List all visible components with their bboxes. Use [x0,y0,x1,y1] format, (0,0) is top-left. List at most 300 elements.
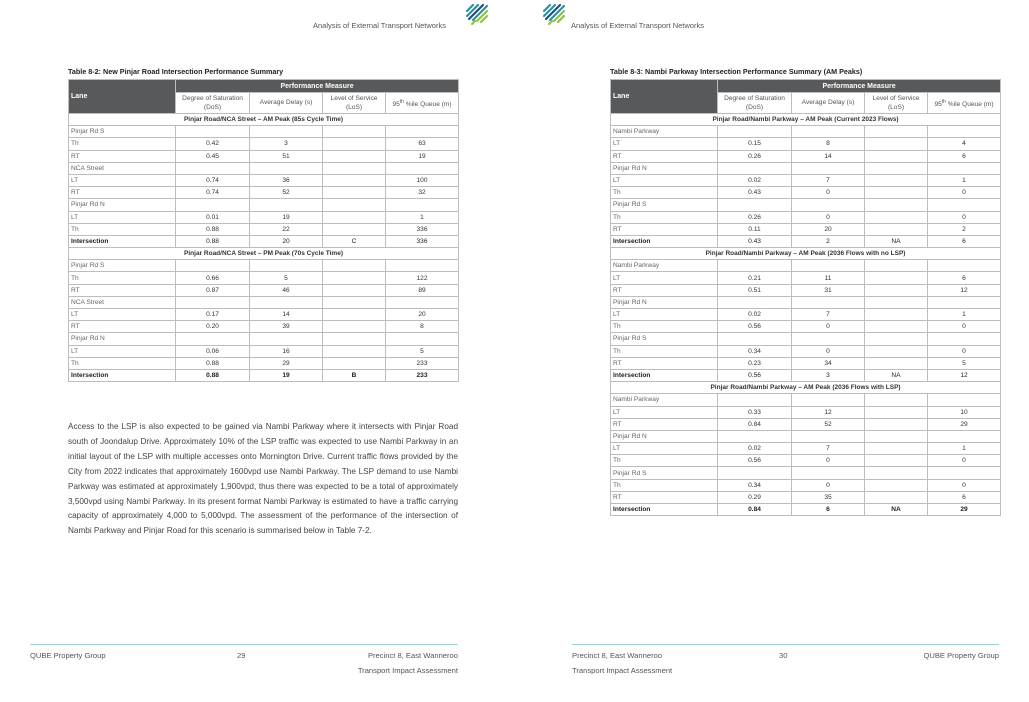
dos-cell [718,333,792,345]
lane-cell: Th [69,138,176,150]
diagonal-stripes-logo-icon [541,2,567,26]
queue-cell: 10 [928,406,1001,418]
los-cell [865,406,928,418]
los-cell [323,260,386,272]
left-page [0,0,514,702]
lane-cell: NCA Street [69,296,176,308]
dos-cell [176,162,250,174]
los-cell [323,187,386,199]
los-column-header: Level of Service (LoS) [323,93,386,114]
lane-cell: Pinjar Rd N [69,199,176,211]
table-row [69,272,459,284]
lane-cell: Pinjar Rd N [611,296,718,308]
los-cell [865,309,928,321]
footer-rule [572,644,999,645]
footer-project: Precinct 8, East Wanneroo [367,651,458,660]
section-title: Pinjar Road/NCA Street – AM Peak (85s Cycle Time) [69,114,459,126]
table-row [611,199,1001,211]
footer-company: QUBE Property Group [30,651,106,660]
queue-cell: 29 [928,504,1001,516]
los-cell [323,345,386,357]
dos-cell [718,430,792,442]
dos-cell [176,126,250,138]
lane-cell: LT [69,309,176,321]
lane-cell: RT [611,223,718,235]
footer-document: Transport Impact Assessment [572,666,673,675]
delay-cell: 52 [250,187,323,199]
dos-cell: 0.84 [718,418,792,430]
table-row [611,162,1001,174]
los-cell [323,211,386,223]
lane-cell: Th [69,223,176,235]
delay-cell [792,126,865,138]
lane-cell: Pinjar Rd S [69,260,176,272]
lane-cell: Th [611,187,718,199]
table-row [611,235,1001,247]
dos-cell: 0.34 [718,345,792,357]
dos-column-header: Degree of Saturation (DoS) [176,93,250,114]
lane-cell: LT [611,443,718,455]
los-cell [865,174,928,186]
dos-cell: 0.20 [176,321,250,333]
queue-cell: 29 [928,418,1001,430]
los-cell [865,394,928,406]
delay-cell: 7 [792,443,865,455]
table-section-row [69,248,459,260]
lane-cell: RT [611,150,718,162]
queue-cell [386,296,459,308]
section-title: Pinjar Road/Nambi Parkway – AM Peak (2036 Flows with no LSP) [611,248,1001,260]
los-cell [865,321,928,333]
los-cell [865,162,928,174]
table-row [611,467,1001,479]
los-cell: C [323,235,386,247]
footer-project: Precinct 8, East Wanneroo [572,651,663,660]
table-section-row [611,248,1001,260]
delay-cell: 29 [250,357,323,369]
delay-cell [250,199,323,211]
queue-cell: 32 [386,187,459,199]
los-cell: B [323,369,386,381]
delay-cell [792,199,865,211]
table-row [611,272,1001,284]
dos-cell: 0.56 [718,321,792,333]
lane-cell: RT [69,284,176,296]
queue-cell: 2 [928,223,1001,235]
table-section-row [611,114,1001,126]
queue-column-header: 95th %ile Queue (m) [386,93,459,114]
table-section-row [69,114,459,126]
left-header-title: Analysis of External Transport Networks [313,21,446,30]
lane-cell: RT [69,321,176,333]
table-row [611,321,1001,333]
queue-cell: 12 [928,369,1001,381]
table-row [611,211,1001,223]
los-cell [323,333,386,345]
lane-cell: RT [69,150,176,162]
lane-cell: RT [69,187,176,199]
dos-cell: 0.45 [176,150,250,162]
lane-cell: Pinjar Rd N [69,333,176,345]
dos-cell: 0.34 [718,479,792,491]
table-row [611,126,1001,138]
lane-column-header: Lane [611,80,718,114]
queue-cell: 20 [386,309,459,321]
los-cell [323,321,386,333]
table-row [611,150,1001,162]
lane-cell: Nambi Parkway [611,394,718,406]
dos-cell: 0.02 [718,443,792,455]
dos-cell: 0.56 [718,369,792,381]
table-row [611,333,1001,345]
lane-cell: Intersection [611,504,718,516]
dos-cell: 0.84 [718,504,792,516]
queue-cell: 0 [928,187,1001,199]
queue-cell: 233 [386,369,459,381]
lane-cell: Intersection [611,369,718,381]
table-row [69,235,459,247]
delay-cell: 31 [792,284,865,296]
lane-cell: Pinjar Rd S [611,199,718,211]
delay-cell [792,260,865,272]
table-row [69,150,459,162]
los-cell: NA [865,235,928,247]
dos-cell [718,296,792,308]
queue-cell: 1 [928,309,1001,321]
table-row [611,138,1001,150]
dos-cell: 0.42 [176,138,250,150]
queue-column-header: 95th %ile Queue (m) [928,93,1001,114]
lane-cell: Intersection [69,369,176,381]
queue-cell [928,430,1001,442]
los-cell [865,138,928,150]
los-cell: NA [865,504,928,516]
lane-cell: Intersection [611,235,718,247]
los-cell [323,150,386,162]
table-row [69,296,459,308]
los-cell [865,260,928,272]
table-row [611,430,1001,442]
table-row [69,345,459,357]
queue-cell: 19 [386,150,459,162]
table-row [69,199,459,211]
los-cell [323,357,386,369]
queue-cell: 0 [928,321,1001,333]
delay-cell: 39 [250,321,323,333]
los-cell [323,272,386,284]
los-cell [323,138,386,150]
dos-cell: 0.23 [718,357,792,369]
lane-cell: RT [611,357,718,369]
los-cell [865,284,928,296]
los-cell [323,309,386,321]
table-row [69,309,459,321]
dos-cell [718,162,792,174]
dos-cell [176,333,250,345]
dos-cell [718,467,792,479]
delay-cell: 19 [250,369,323,381]
table-row [611,296,1001,308]
delay-cell: 51 [250,150,323,162]
queue-cell: 5 [928,357,1001,369]
queue-cell [928,333,1001,345]
delay-cell: 14 [250,309,323,321]
table-body [69,114,459,382]
delay-cell [792,162,865,174]
page-number: 29 [237,651,246,660]
delay-cell: 34 [792,357,865,369]
queue-cell: 336 [386,235,459,247]
lane-cell: Pinjar Rd S [69,126,176,138]
delay-cell: 16 [250,345,323,357]
los-cell [865,272,928,284]
delay-column-header: Average Delay (s) [250,93,323,114]
delay-cell: 3 [792,369,865,381]
delay-cell: 14 [792,150,865,162]
dos-cell: 0.74 [176,174,250,186]
table-row [611,418,1001,430]
lane-cell: LT [611,309,718,321]
lane-cell: Th [69,357,176,369]
lane-cell: Pinjar Rd N [611,430,718,442]
los-cell [865,150,928,162]
delay-cell [792,430,865,442]
los-column-header: Level of Service (LoS) [865,93,928,114]
dos-cell [718,126,792,138]
queue-cell [928,199,1001,211]
los-cell [865,491,928,503]
table-row [611,406,1001,418]
los-cell [323,199,386,211]
los-cell [323,174,386,186]
table-row [69,162,459,174]
table-row [69,260,459,272]
queue-cell: 122 [386,272,459,284]
lane-cell: Th [69,272,176,284]
delay-cell [792,394,865,406]
new-pinjar-road-performance-table [68,79,459,382]
table-row [611,345,1001,357]
right-table-caption: Table 8-3: Nambi Parkway Intersection Performance Summary (AM Peaks) [610,67,863,76]
lane-cell: Th [611,211,718,223]
delay-cell: 52 [792,418,865,430]
queue-cell [928,126,1001,138]
table-row [69,321,459,333]
queue-cell: 89 [386,284,459,296]
body-paragraph: Access to the LSP is also expected to be gained via Nambi Parkway where it intersects with Pinjar Road south of Joondalup Drive. Approximately 10% of the LSP traffic was expected to use Nambi Parkway in an initial layout of the LSP with multiple accesses onto Mornington Drive. Current traffic flows provided by the City from 2022 indicates that approximately 1600vpd use Nambi Parkway. The LSP demand to use Nambi Parkway was estimated at approximately 1,900vpd, thus there was expected to be a total of approximately 3,500vpd using Nambi Parkway. In its present format Nambi Parkway is estimated to have a traffic carrying capacity of approximately 4,000 to 5,000vpd. The assessment of the performance of the intersection of Nambi Parkway and Pinjar Road for this scenario is summarised below in Table 7-2. [68,422,458,536]
table-row [611,394,1001,406]
table-row [69,284,459,296]
right-header-title: Analysis of External Transport Networks [571,21,704,30]
delay-cell: 0 [792,211,865,223]
lane-cell: Nambi Parkway [611,260,718,272]
delay-cell: 20 [792,223,865,235]
table-body [611,114,1001,516]
lane-cell: LT [611,138,718,150]
dos-cell: 0.88 [176,235,250,247]
queue-cell: 336 [386,223,459,235]
dos-cell: 0.29 [718,491,792,503]
table-row [611,491,1001,503]
table-row [611,479,1001,491]
table-row [69,333,459,345]
delay-cell: 0 [792,321,865,333]
los-cell [323,284,386,296]
lane-cell: LT [611,174,718,186]
queue-cell: 6 [928,150,1001,162]
dos-cell: 0.56 [718,455,792,467]
los-cell [865,430,928,442]
queue-cell [386,333,459,345]
delay-cell: 6 [792,504,865,516]
los-cell [865,199,928,211]
table-row [611,260,1001,272]
section-title: Pinjar Road/NCA Street – PM Peak (70s Cycle Time) [69,248,459,260]
delay-cell [250,296,323,308]
dos-column-header: Degree of Saturation (DoS) [718,93,792,114]
delay-cell: 7 [792,174,865,186]
dos-cell: 0.87 [176,284,250,296]
dos-cell: 0.01 [176,211,250,223]
table-row [69,369,459,381]
los-cell [865,455,928,467]
delay-cell: 5 [250,272,323,284]
table-row [611,284,1001,296]
los-cell [865,418,928,430]
footer-company: QUBE Property Group [923,651,999,660]
table-row [611,443,1001,455]
los-cell [865,223,928,235]
delay-cell [250,260,323,272]
delay-cell [250,162,323,174]
table-row [611,504,1001,516]
table-row [611,369,1001,381]
dos-cell: 0.02 [718,174,792,186]
table-row [611,223,1001,235]
queue-cell: 8 [386,321,459,333]
delay-cell: 3 [250,138,323,150]
lane-cell: Pinjar Rd S [611,333,718,345]
dos-cell: 0.51 [718,284,792,296]
lane-cell: RT [611,284,718,296]
delay-cell: 22 [250,223,323,235]
queue-cell: 63 [386,138,459,150]
queue-cell: 6 [928,272,1001,284]
dos-cell: 0.74 [176,187,250,199]
dos-cell: 0.26 [718,211,792,223]
dos-cell: 0.06 [176,345,250,357]
lane-cell: Th [611,321,718,333]
dos-cell [718,260,792,272]
queue-cell [386,260,459,272]
table-row [69,187,459,199]
lane-cell: Nambi Parkway [611,126,718,138]
dos-cell [718,199,792,211]
queue-cell: 1 [386,211,459,223]
los-cell [865,333,928,345]
lane-cell: Th [611,479,718,491]
footer-rule [30,644,458,645]
queue-cell [386,162,459,174]
delay-cell: 0 [792,455,865,467]
delay-cell: 2 [792,235,865,247]
dos-cell: 0.88 [176,357,250,369]
delay-cell: 0 [792,345,865,357]
lane-cell: LT [69,345,176,357]
los-cell [323,162,386,174]
table-row [611,309,1001,321]
los-cell [865,211,928,223]
queue-cell: 1 [928,174,1001,186]
delay-cell: 46 [250,284,323,296]
queue-cell: 100 [386,174,459,186]
lane-column-header: Lane [69,80,176,114]
lane-cell: LT [69,174,176,186]
table-row [611,455,1001,467]
right-page [514,0,1029,702]
section-title: Pinjar Road/Nambi Parkway – AM Peak (Current 2023 Flows) [611,114,1001,126]
los-cell [865,443,928,455]
diagonal-stripes-logo-icon [464,2,490,26]
queue-cell: 12 [928,284,1001,296]
dos-cell [176,199,250,211]
delay-cell: 0 [792,479,865,491]
queue-cell: 6 [928,235,1001,247]
queue-cell: 0 [928,479,1001,491]
delay-cell: 7 [792,309,865,321]
dos-cell: 0.11 [718,223,792,235]
delay-cell: 8 [792,138,865,150]
queue-cell: 1 [928,443,1001,455]
delay-cell: 11 [792,272,865,284]
queue-cell [928,260,1001,272]
delay-cell [250,333,323,345]
table-row [611,187,1001,199]
queue-cell [386,199,459,211]
los-cell [865,187,928,199]
lane-cell: NCA Street [69,162,176,174]
los-cell [865,479,928,491]
lane-cell: Intersection [69,235,176,247]
dos-cell [718,394,792,406]
los-cell [865,345,928,357]
table-row [69,126,459,138]
performance-measure-header: Performance Measure [176,80,459,93]
section-title: Pinjar Road/Nambi Parkway – AM Peak (2036 Flows with LSP) [611,382,1001,394]
footer-document: Transport Impact Assessment [357,666,458,675]
lane-cell: LT [611,272,718,284]
queue-cell [928,296,1001,308]
delay-cell: 35 [792,491,865,503]
dos-cell: 0.15 [718,138,792,150]
lane-cell: Th [611,455,718,467]
lane-cell: LT [611,406,718,418]
delay-column-header: Average Delay (s) [792,93,865,114]
queue-cell [386,126,459,138]
los-cell [865,296,928,308]
delay-cell [792,333,865,345]
delay-cell: 12 [792,406,865,418]
dos-cell: 0.66 [176,272,250,284]
los-cell [323,296,386,308]
delay-cell: 0 [792,187,865,199]
delay-cell [792,296,865,308]
performance-measure-header: Performance Measure [718,80,1001,93]
queue-cell: 0 [928,455,1001,467]
table-section-row [611,382,1001,394]
table-row [69,357,459,369]
queue-cell: 6 [928,491,1001,503]
